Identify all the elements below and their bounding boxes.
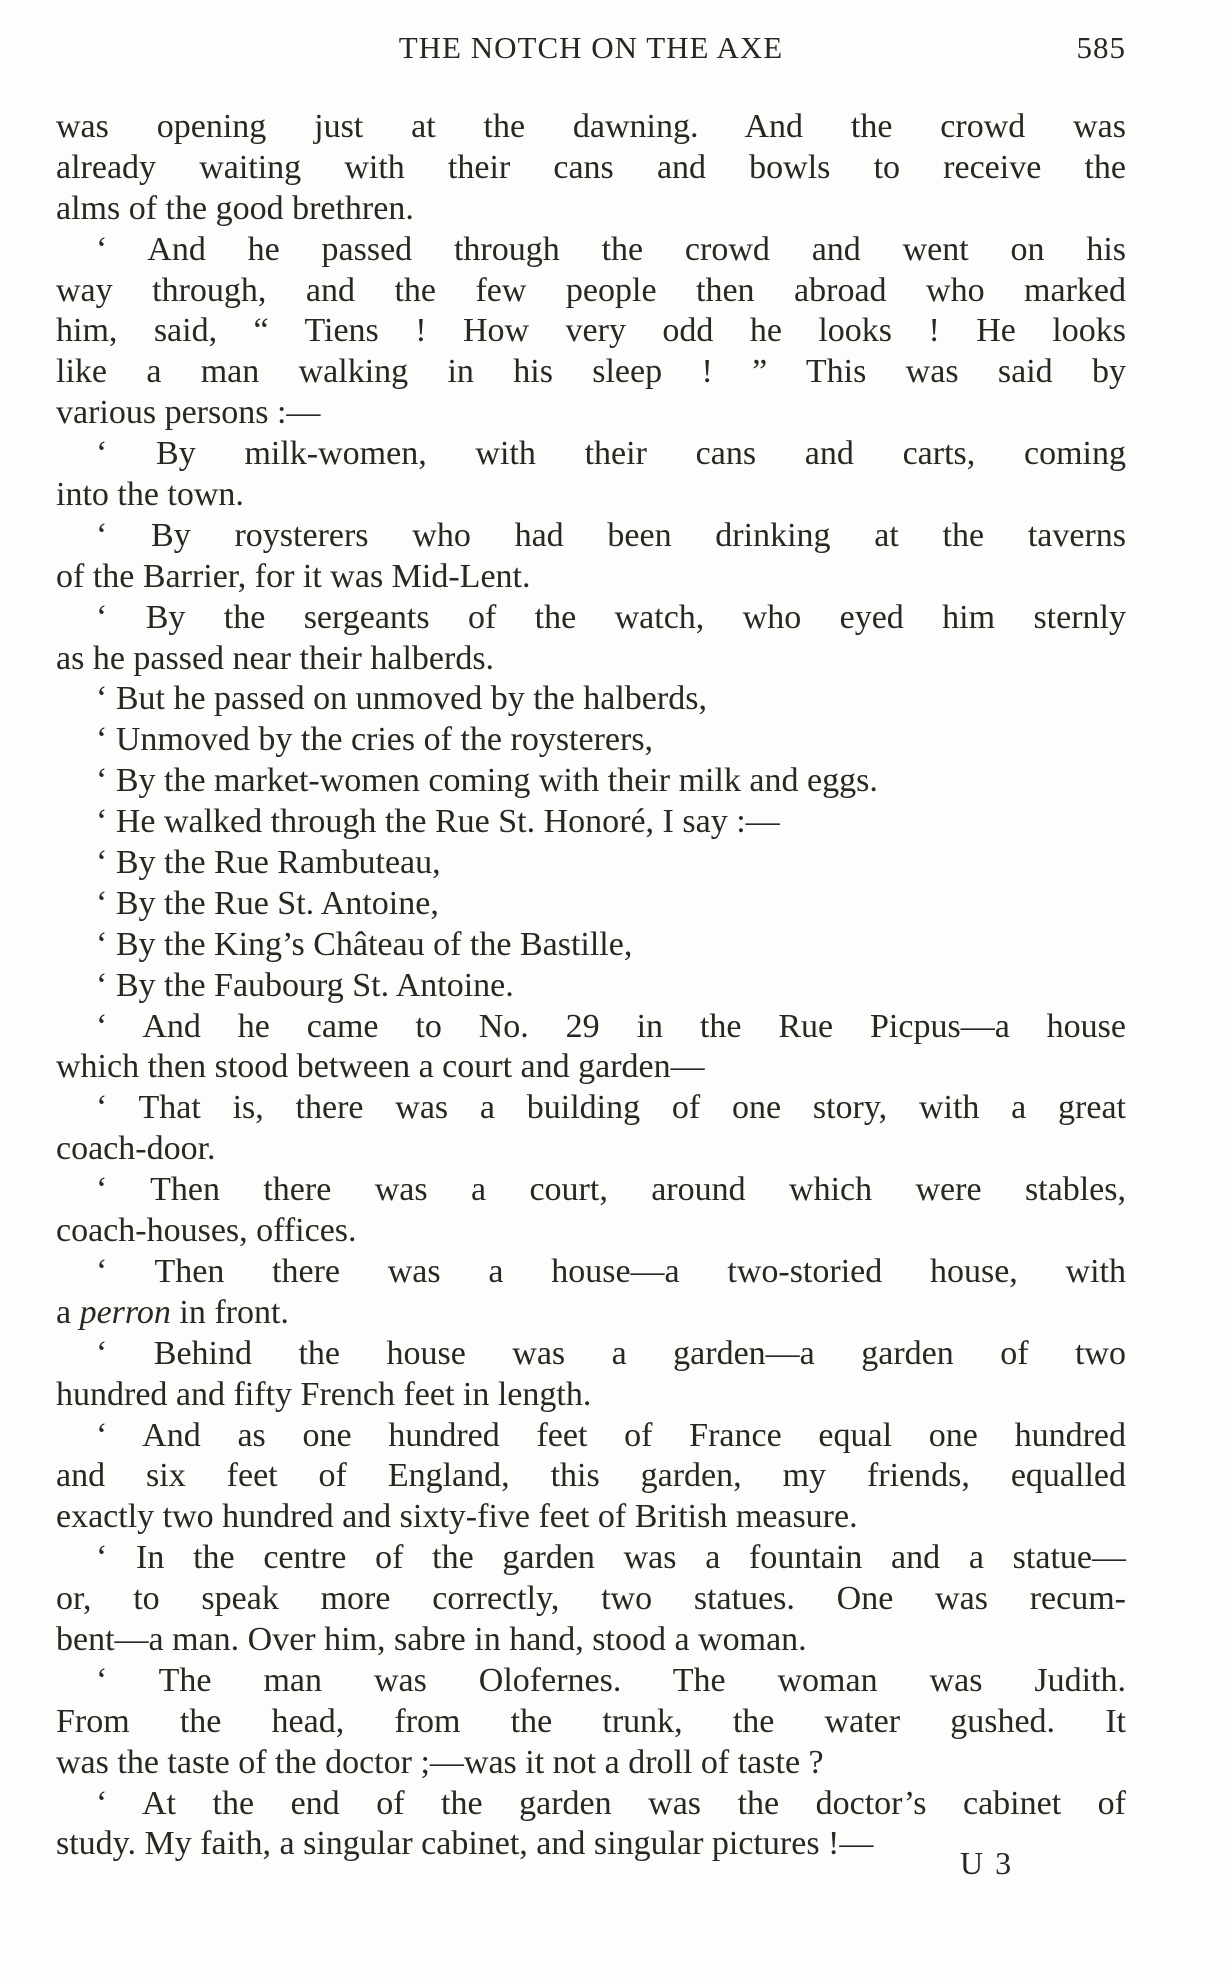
text-line-segment: ‘ The man was Olofernes. The woman was Judith. — [96, 1661, 1126, 1699]
text-line — [56, 679, 1126, 720]
text-line — [56, 1661, 1126, 1702]
running-title: THE NOTCH ON THE AXE — [398, 30, 784, 65]
text-line-segment: ‘ By the King’s Château of the Bastille, — [96, 925, 633, 963]
text-line — [56, 1579, 1126, 1620]
text-line-segment: ‘ By the Rue Rambuteau, — [96, 844, 441, 882]
text-line — [56, 843, 1126, 884]
text-line-segment: which then stood between a court and garden— — [56, 1048, 705, 1086]
text-line-segment: and six feet of England, this garden, my friends, equalled — [56, 1457, 1126, 1495]
text-line-segment: was opening just at the dawning. And the crowd was — [56, 108, 1126, 145]
text-line — [56, 1375, 1126, 1416]
text-line — [56, 107, 1126, 148]
text-line — [56, 557, 1126, 598]
text-line-segment: ‘ At the end of the garden was the doctor’s cabinet of — [96, 1784, 1126, 1822]
text-line-segment: ‘ But he passed on unmoved by the halberds, — [96, 680, 707, 718]
text-line — [56, 1784, 1126, 1825]
text-line-segment: ‘ By the sergeants of the watch, who eyed him sternly — [96, 598, 1126, 636]
text-line-segment: coach-houses, offices. — [56, 1212, 357, 1250]
text-line — [56, 1088, 1126, 1129]
text-line-segment: as he passed near their halberds. — [56, 639, 495, 677]
text-line-segment: ‘ By roysterers who had been drinking at the taverns — [96, 516, 1126, 554]
text-line-segment: ‘ By the Faubourg St. Antoine. — [96, 966, 514, 1004]
text-line-segment: From the head, from the trunk, the water gushed. It — [56, 1702, 1126, 1740]
text-line — [56, 1620, 1126, 1661]
text-line — [56, 148, 1126, 189]
text-line — [56, 1293, 1126, 1334]
text-line-segment: ‘ Behind the house was a garden—a garden of two — [96, 1334, 1126, 1372]
text-line — [56, 1252, 1126, 1293]
text-line — [56, 1743, 1126, 1784]
text-line-segment: study. My faith, a singular cabinet, and singular pictures !— — [56, 1825, 874, 1863]
text-line-segment: ‘ Then there was a house—a two-storied house, with — [96, 1252, 1126, 1290]
text-line — [56, 475, 1126, 516]
text-line — [56, 1047, 1126, 1088]
text-line — [56, 393, 1126, 434]
text-line — [56, 434, 1126, 475]
text-line — [56, 925, 1126, 966]
text-line — [56, 720, 1126, 761]
running-head — [56, 30, 1126, 74]
text-line — [56, 1497, 1126, 1538]
italic-word: perron — [79, 1293, 171, 1331]
text-line-segment: ‘ And he came to No. 29 in the Rue Picpus—a house — [96, 1007, 1126, 1045]
text-line-segment: of the Barrier, for it was Mid-Lent. — [56, 557, 531, 595]
text-line-segment: him, said, “ Tiens ! How very odd he looks ! He looks — [56, 312, 1126, 350]
text-line-segment: bent—a man. Over him, sabre in hand, stood a woman. — [56, 1620, 807, 1658]
body-text — [56, 107, 1126, 1865]
text-line — [56, 311, 1126, 352]
text-line — [56, 1007, 1126, 1048]
text-line — [56, 1538, 1126, 1579]
text-line-segment: or, to speak more correctly, two statues. One was recum- — [56, 1580, 1126, 1618]
text-line — [56, 1334, 1126, 1375]
text-line-segment: ‘ He walked through the Rue St. Honoré, I say :— — [96, 803, 780, 841]
text-line-segment: ‘ In the centre of the garden was a fountain and a statue— — [96, 1539, 1126, 1577]
text-line-segment: ‘ And he passed through the crowd and went on his — [96, 230, 1126, 268]
text-line-segment: a — [56, 1293, 80, 1331]
text-line — [56, 352, 1126, 393]
text-line-segment: ‘ By the Rue St. Antoine, — [96, 884, 439, 922]
text-line-segment: various persons :— — [56, 394, 321, 432]
page-number: 585 — [1076, 30, 1126, 65]
text-line-segment: way through, and the few people then abroad who marked — [56, 271, 1126, 309]
text-line — [56, 516, 1126, 557]
text-line-segment: like a man walking in his sleep ! ” This was said by — [56, 353, 1126, 391]
text-line — [56, 1129, 1126, 1170]
text-line-segment: ‘ Then there was a court, around which were stables, — [96, 1171, 1126, 1209]
text-line-segment: ‘ And as one hundred feet of France equal one hundred — [96, 1416, 1126, 1454]
text-line-segment: already waiting with their cans and bowls to receive the — [56, 148, 1126, 186]
text-line — [56, 802, 1126, 843]
text-line-segment: ‘ By the market-women coming with their milk and eggs. — [96, 762, 878, 800]
text-line-segment: was the taste of the doctor ;—was it not a droll of taste ? — [56, 1743, 824, 1781]
text-line — [56, 189, 1126, 230]
text-line-segment: into the town. — [56, 476, 244, 514]
text-line-segment: ‘ By milk-women, with their cans and carts, coming — [96, 435, 1126, 473]
text-line — [56, 1416, 1126, 1457]
text-line-segment: exactly two hundred and sixty-five feet of British measure. — [56, 1498, 858, 1536]
text-line — [56, 1211, 1126, 1252]
text-line-segment: ‘ Unmoved by the cries of the roysterers, — [96, 721, 654, 759]
text-line — [56, 271, 1126, 312]
text-line — [56, 1170, 1126, 1211]
text-line — [56, 884, 1126, 925]
text-line-segment: in front. — [170, 1293, 289, 1331]
text-line — [56, 1702, 1126, 1743]
text-line-segment: ‘ That is, there was a building of one story, with a great — [96, 1089, 1126, 1127]
text-line-segment: alms of the good brethren. — [56, 189, 414, 227]
text-line — [56, 639, 1126, 680]
text-line-segment: hundred and fifty French feet in length. — [56, 1375, 592, 1413]
text-line — [56, 598, 1126, 639]
signature-mark: U 3 — [960, 1845, 1014, 1881]
text-line — [56, 1456, 1126, 1497]
text-line-segment: coach-door. — [56, 1130, 216, 1168]
text-line — [56, 966, 1126, 1007]
text-line — [56, 761, 1126, 802]
text-line — [56, 230, 1126, 271]
